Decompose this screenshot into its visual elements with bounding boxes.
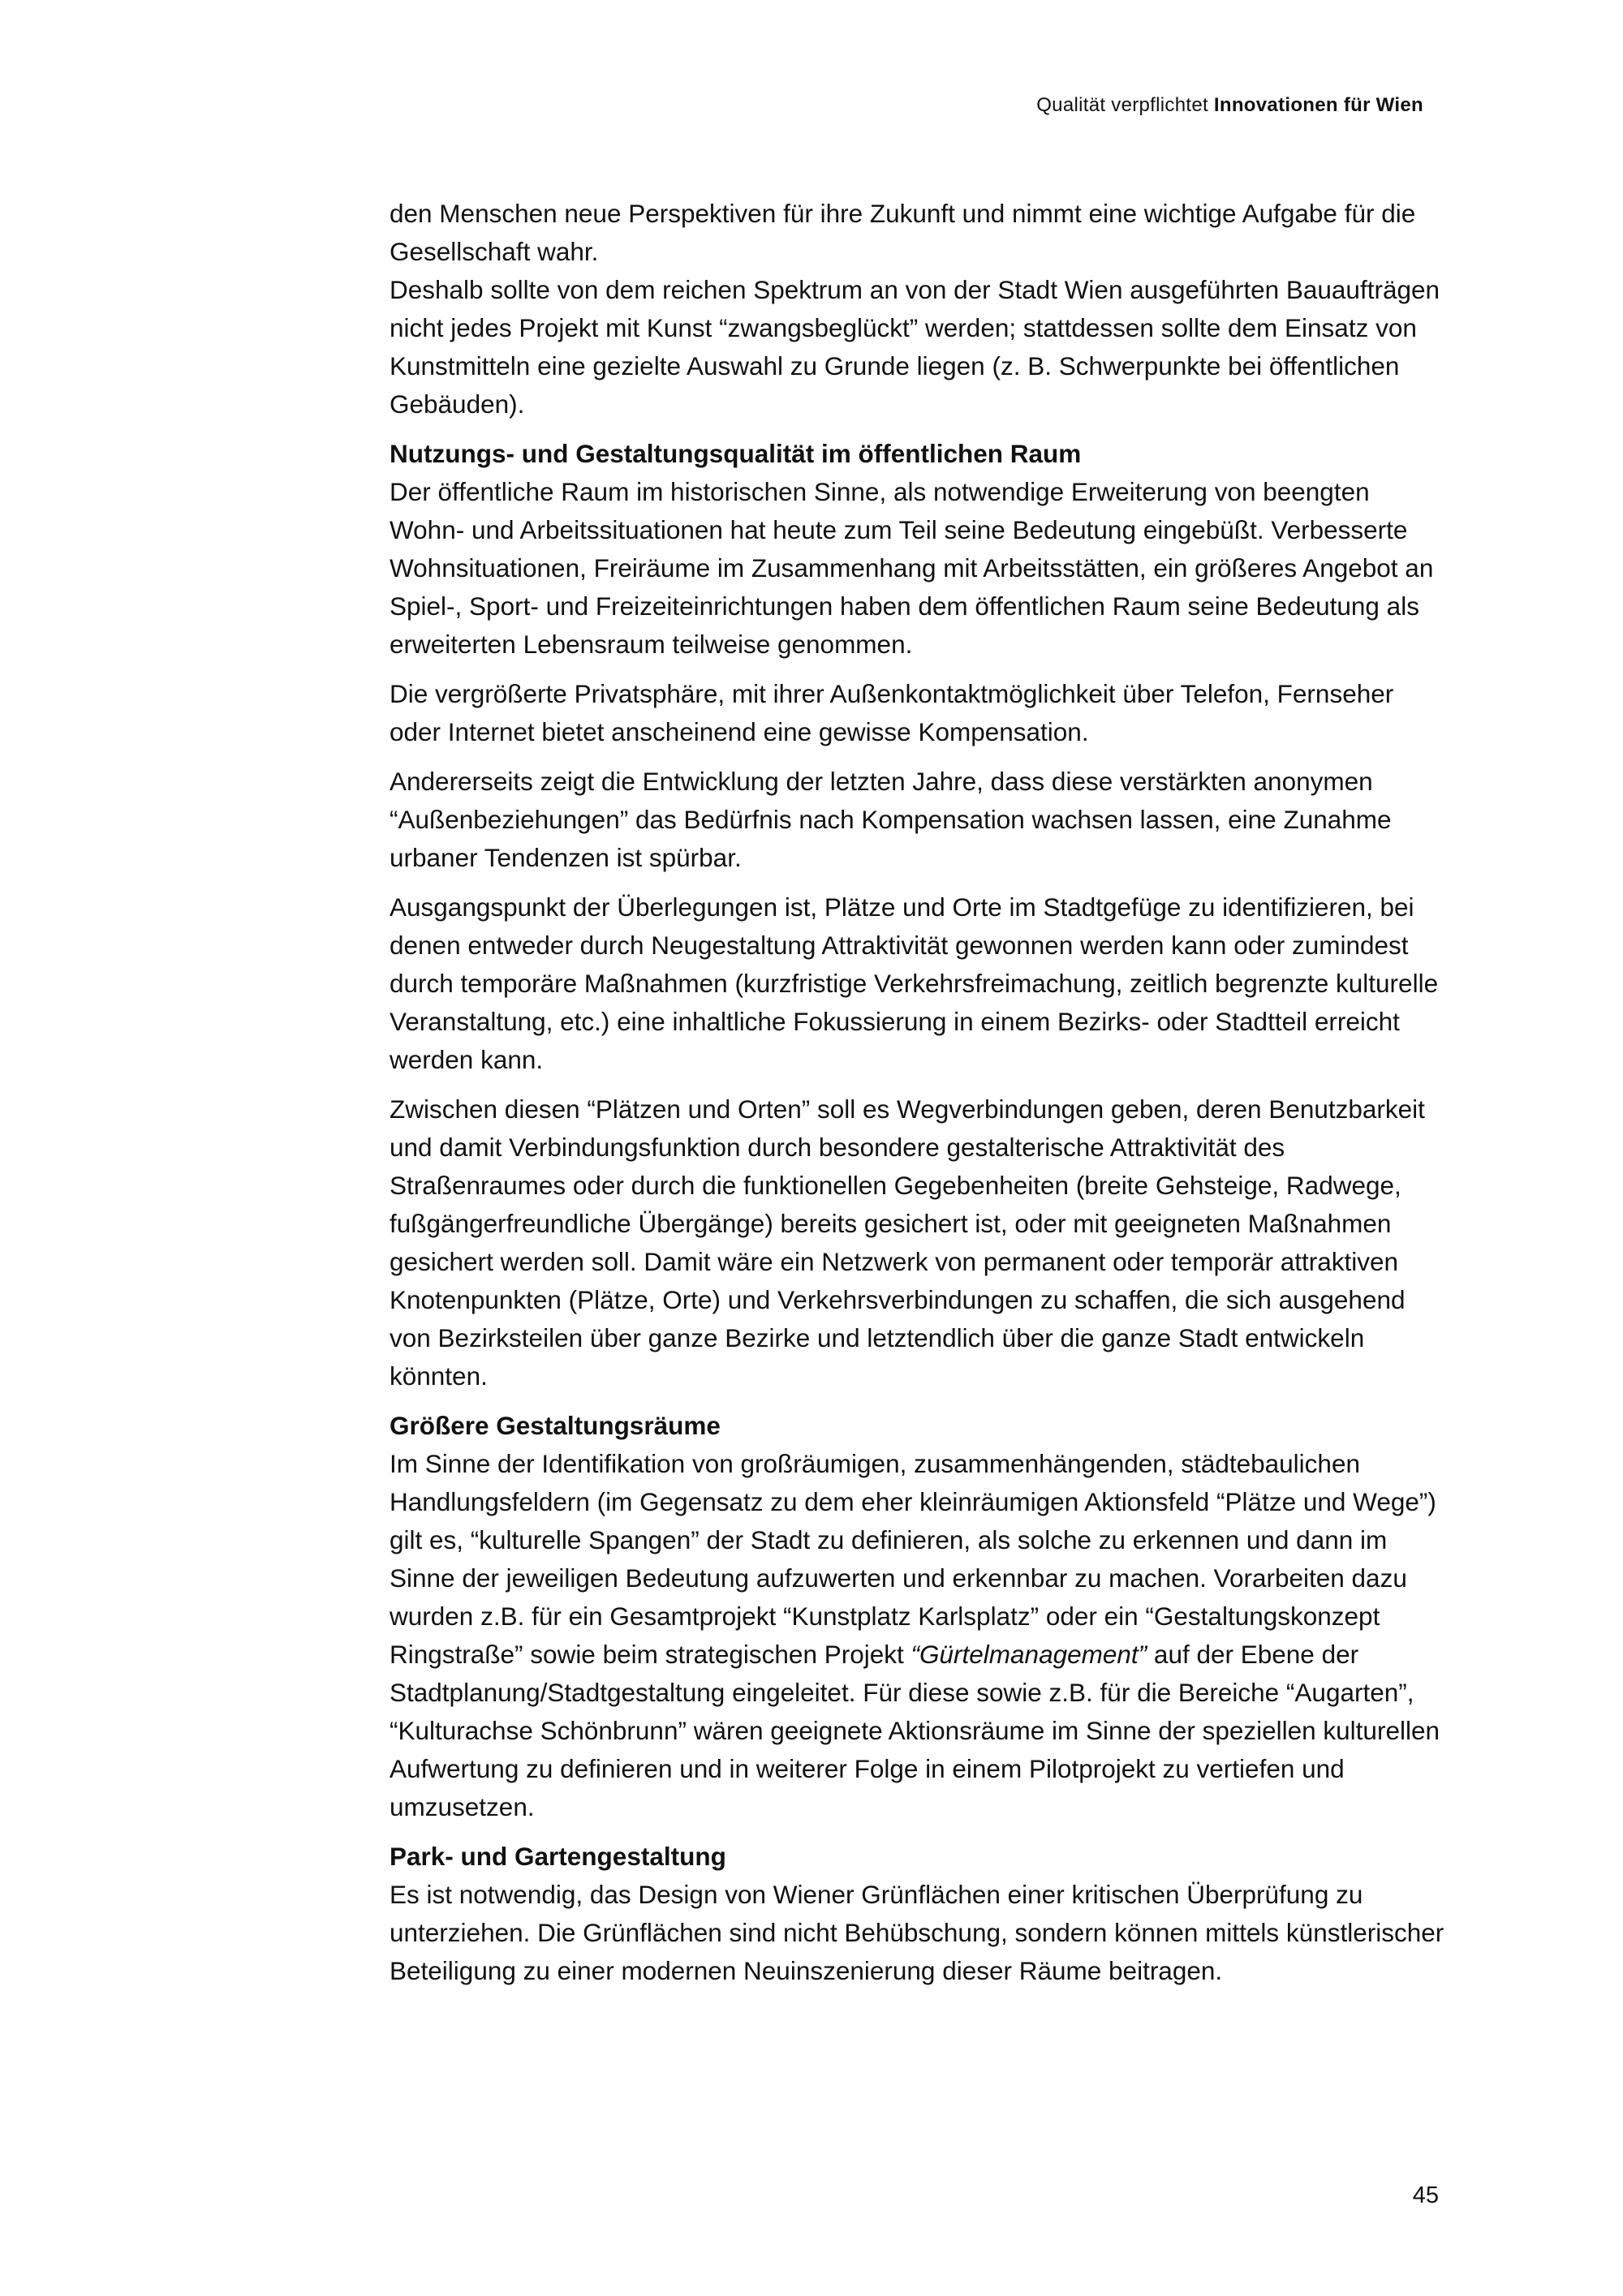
running-header xyxy=(1036,94,1423,117)
paragraph: Der öffentliche Raum im historischen Sinne, als notwendige Erweiterung von beengten Wohn- und Arbeitssituationen hat heute zum Teil seine Bedeutung eingebüßt. Verbesserte Wohnsituationen, Freiräume im Zusammenhang mit Arbeitsstätten, ein größeres Angebot an Spiel-, Sport- und Freizeiteinrichtungen haben dem öffentlichen Raum seine Bedeutung als erweiterten Lebensraum teilweise genommen. xyxy=(390,477,1434,659)
paragraph: Ausgangspunkt der Überlegungen ist, Plätze und Orte im Stadtgefüge zu identifizieren, bei denen entweder durch Neugestaltung Attraktivität gewonnen werden kann oder zumindest durch temporäre Maßnahmen (kurzfristige Verkehrsfreimachung, zeitlich begrenzte kulturelle Veranstaltung, etc.) eine inhaltliche Fokussierung in einem Bezirks- oder Stadtteil erreicht werden kann. xyxy=(390,892,1439,1074)
section-heading: Größere Gestaltungsräume xyxy=(390,1411,721,1440)
paragraph: Es ist notwendig, das Design von Wiener Grünflächen einer kritischen Überprüfung zu unterziehen. Die Grünflächen sind nicht Behübschung, sondern können mittels künstlerischer Beteiligung zu einer modernen Neuinszenierung dieser Räume beitragen. xyxy=(390,1880,1444,1985)
header-bold-title: Innovationen für Wien xyxy=(1213,94,1423,116)
section-heading: Nutzungs- und Gestaltungsqualität im öffentlichen Raum xyxy=(390,439,1082,468)
header-prefix: Qualität verpflichtet xyxy=(1036,94,1208,116)
paragraph: den Menschen neue Perspektiven für ihre Zukunft und nimmt eine wichtige Aufgabe für die Gesellschaft wahr. xyxy=(390,199,1416,266)
section-heading: Park- und Gartengestaltung xyxy=(390,1842,726,1871)
text-run: auf der Ebene der Stadtplanung/Stadtgestaltung eingeleitet. Für diese sowie z.B. für die Bereiche “Augarten”, “Kulturachse Schönbrunn” wären geeignete Aktionsräume im Sinne der speziellen kulturellen Aufwertung zu definieren und in weiterer Folge in einem Pilotprojekt zu vertiefen und umzusetzen. xyxy=(390,1640,1440,1821)
text-run: Im Sinne der Identifikation von großräumigen, zusammenhängenden, städtebaulichen Handlungsfeldern (im Gegensatz zu dem eher kleinräumigen Aktionsfeld “Plätze und Wege”) gilt es, “kulturelle Spangen” der Stadt zu definieren, als solche zu erkennen und dann im Sinne der jeweiligen Bedeutung aufzuwerten und erkennbar zu machen. Vorarbeiten dazu wurden z.B. für ein Gesamtprojekt “Kunstplatz Karlsplatz” oder ein “Gestaltungskonzept Ringstraße” sowie beim strategischen Projekt xyxy=(390,1449,1436,1669)
body-text xyxy=(390,195,1444,2001)
paragraph: Deshalb sollte von dem reichen Spektrum an von der Stadt Wien ausgeführten Bauaufträgen nicht jedes Projekt mit Kunst “zwangsbeglückt” werden; stattdessen sollte dem Einsatz von Kunstmitteln eine gezielte Auswahl zu Grunde liegen (z. B. Schwerpunkte bei öffentlichen Gebäuden). xyxy=(390,275,1440,419)
paragraph: Zwischen diesen “Plätzen und Orten” soll es Wegverbindungen geben, deren Benutzbarkeit und damit Verbindungsfunktion durch besondere gestalterische Attraktivität des Straßenraumes oder durch die funktionellen Gegebenheiten (breite Gehsteige, Radwege, fußgängerfreundliche Übergänge) bereits gesichert ist, oder mit geeigneten Maßnahmen gesichert werden soll. Damit wäre ein Netzwerk von permanent oder temporär attraktiven Knotenpunkten (Plätze, Orte) und Verkehrsverbindungen zu schaffen, die sich ausgehend von Bezirksteilen über ganze Bezirke und letztendlich über die ganze Stadt entwickeln könnten. xyxy=(390,1094,1425,1391)
paragraph xyxy=(390,1445,1444,1826)
page-number: 45 xyxy=(1412,2182,1439,2208)
italic-term: “Gürtelmanagement” xyxy=(911,1640,1147,1669)
paragraph: Die vergrößerte Privatsphäre, mit ihrer Außenkontaktmöglichkeit über Telefon, Fernseher oder Internet bietet anscheinend eine gewisse Kompensation. xyxy=(390,679,1394,746)
paragraph: Andererseits zeigt die Entwicklung der letzten Jahre, dass diese verstärkten anonymen “Außenbeziehungen” das Bedürfnis nach Kompensation wachsen lassen, eine Zunahme urbaner Tendenzen ist spürbar. xyxy=(390,767,1392,872)
